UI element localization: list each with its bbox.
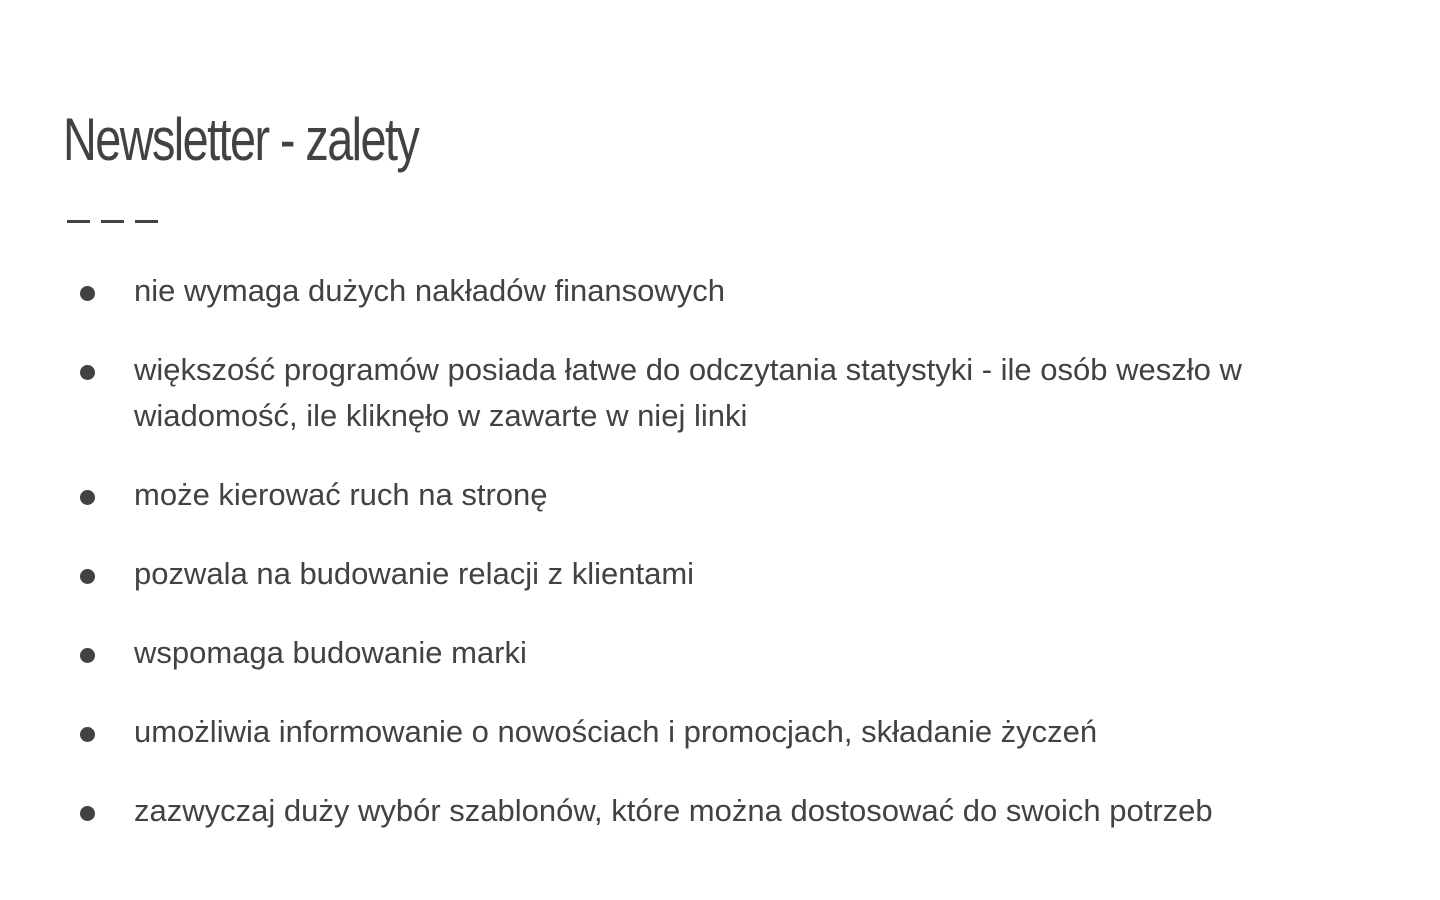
bullet-text: pozwala na budowanie relacji z klientami bbox=[134, 556, 695, 591]
bullet-dot-icon bbox=[80, 648, 95, 663]
bullet-item bbox=[0, 347, 1440, 439]
bullet-dot-icon bbox=[80, 490, 95, 505]
bullet-item bbox=[0, 709, 1440, 755]
bullet-item bbox=[0, 551, 1440, 597]
bullet-text: zazwyczaj duży wybór szablonów, które można dostosować do swoich potrzeb bbox=[134, 793, 1213, 828]
bullet-text: nie wymaga dużych nakładów finansowych bbox=[134, 273, 726, 308]
bullet-dot-icon bbox=[80, 727, 95, 742]
slide-title: Newsletter - zalety bbox=[63, 106, 419, 173]
bullet-item bbox=[0, 788, 1440, 834]
title-divider bbox=[67, 220, 159, 223]
bullet-text: może kierować ruch na stronę bbox=[134, 477, 548, 512]
bullet-text: wspomaga budowanie marki bbox=[134, 635, 527, 670]
bullet-item bbox=[0, 268, 1440, 314]
bullet-dot-icon bbox=[80, 365, 95, 380]
bullet-list bbox=[0, 268, 1440, 867]
bullet-text: umożliwia informowanie o nowościach i promocjach, składanie życzeń bbox=[134, 714, 1098, 749]
bullet-dot-icon bbox=[80, 286, 95, 301]
bullet-item bbox=[0, 630, 1440, 676]
bullet-dot-icon bbox=[80, 569, 95, 584]
bullet-item bbox=[0, 472, 1440, 518]
bullet-text: większość programów posiada łatwe do odczytania statystyki - ile osób weszło w wiadomość, ile kliknęło w zawarte w niej linki bbox=[134, 352, 1242, 433]
bullet-dot-icon bbox=[80, 806, 95, 821]
